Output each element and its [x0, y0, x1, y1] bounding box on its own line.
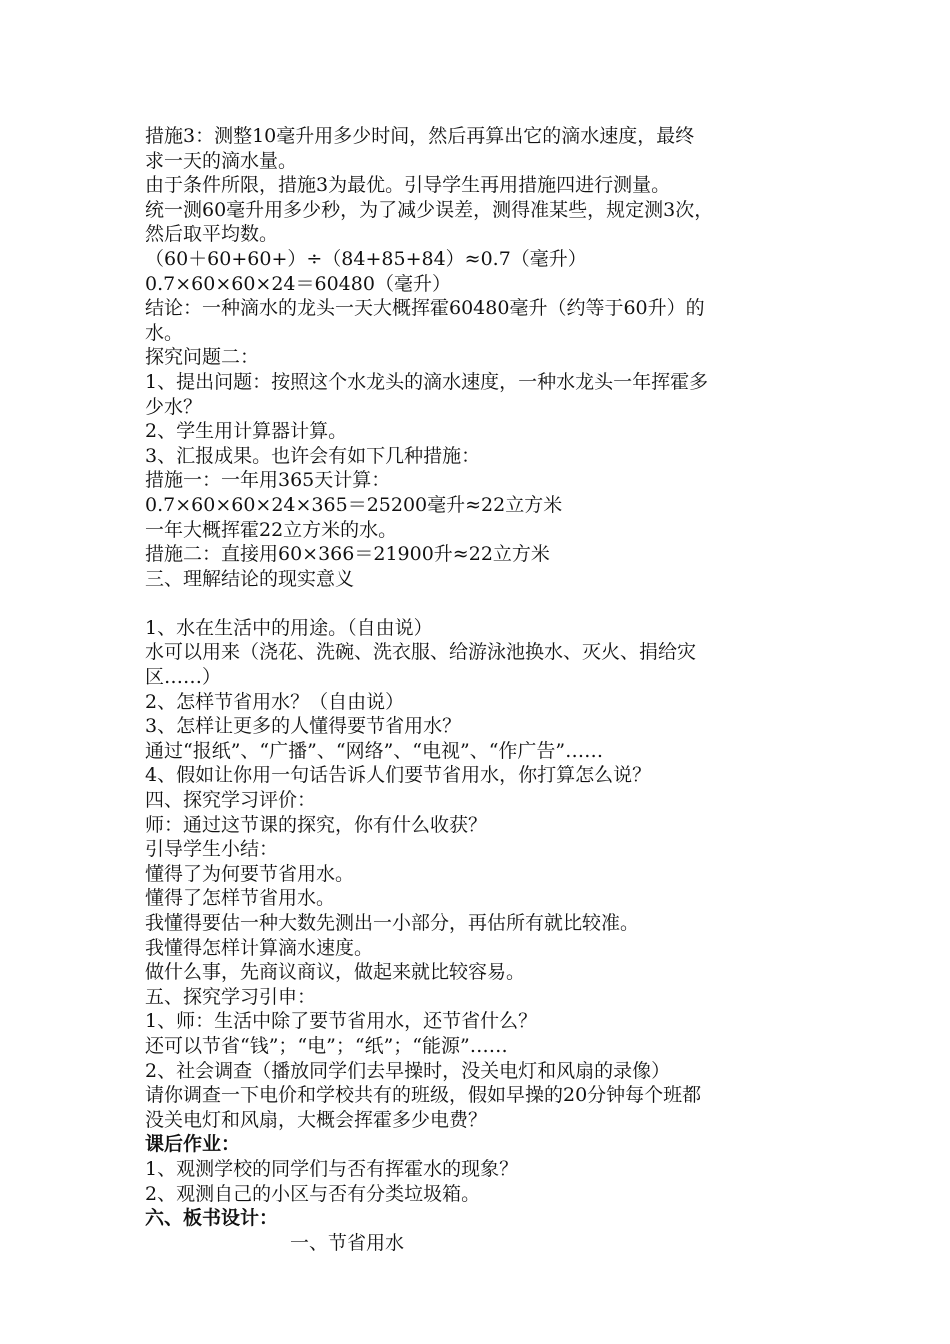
text-line: 2、社会调查（播放同学们去早操时，没关电灯和风扇的录像） — [145, 1059, 671, 1082]
text-line: 探究问题二： — [145, 346, 260, 369]
homework-heading: 课后作业： — [145, 1133, 241, 1156]
text-line: 懂得了为何要节省用水。 — [145, 862, 355, 885]
homework-item-2: 2、观测自己的小区与否有分类垃圾箱。 — [145, 1182, 481, 1205]
text-line: 没关电灯和风扇，大概会挥霍多少电费？ — [145, 1108, 488, 1131]
text-line: 1、提出问题：按照这个水龙头的滴水速度，一种水龙头一年挥霍多 — [145, 370, 709, 393]
board-design-heading: 六、板书设计： — [145, 1207, 279, 1230]
text-line: 我懂得要估一种大数先测出一小部分，再估所有就比较准。 — [145, 912, 640, 934]
text-line: 四、探究学习评价： — [145, 789, 317, 812]
homework-item-1: 1、观测学校的同学们与否有挥霍水的现象？ — [145, 1157, 519, 1180]
text-line: 结论：一种滴水的龙头一天大概挥霍60480毫升（约等于60升）的 — [145, 297, 705, 320]
text-line: 4、假如让你用一句话告诉人们要节省用水，你打算怎么说？ — [145, 764, 652, 787]
blank-line — [145, 591, 825, 616]
text-lines — [145, 124, 825, 1132]
document-body — [145, 124, 825, 1255]
text-line: 懂得了怎样节省用水。 — [145, 887, 336, 910]
text-line: 2、怎样节省用水？（自由说） — [145, 690, 405, 713]
text-line: 由于条件所限，措施3为最优。引导学生再用措施四进行测量。 — [145, 174, 671, 197]
board-design-title: 一、节省用水 — [290, 1231, 405, 1254]
text-line: 三、理解结论的现实意义 — [145, 567, 355, 590]
text-line: 1、师：生活中除了要节省用水，还节省什么？ — [145, 1010, 538, 1033]
text-line: 统一测60毫升用多少秒，为了减少误差，测得准某些，规定测3次， — [145, 198, 714, 221]
text-line: 0.7×60×60×24×365＝25200毫升≈22立方米 — [145, 493, 563, 516]
text-line: 然后取平均数。 — [145, 223, 279, 246]
text-line: 措施3：测整10毫升用多少时间，然后再算出它的滴水速度，最终 — [145, 125, 695, 147]
text-line: 做什么事，先商议商议，做起来就比较容易。 — [145, 961, 526, 984]
text-line: 五、探究学习引申： — [145, 985, 317, 1008]
text-line: （60＋60+60+）÷（84+85+84）≈0.7（毫升） — [145, 247, 587, 270]
text-line: 师：通过这节课的探究，你有什么收获？ — [145, 813, 488, 836]
text-line: 通过“报纸”、“广播”、“网络”、“电视”、“作广告”…… — [145, 739, 604, 762]
text-line: 0.7×60×60×24＝60480（毫升） — [145, 272, 451, 295]
text-line: 1、水在生活中的用途。（自由说） — [145, 616, 433, 639]
text-line: 请你调查一下电价和学校共有的班级，假如早操的20分钟每个班都 — [145, 1084, 702, 1107]
text-line: 求一天的滴水量。 — [145, 149, 298, 172]
text-line: 3、怎样让更多的人懂得要节省用水？ — [145, 715, 462, 738]
text-line: 区……） — [145, 666, 222, 689]
text-line: 一年大概挥霍22立方米的水。 — [145, 518, 398, 541]
text-line: 水。 — [145, 321, 184, 344]
text-line: 2、学生用计算器计算。 — [145, 420, 348, 443]
text-line: 引导学生小结： — [145, 838, 279, 861]
text-line: 我懂得怎样计算滴水速度。 — [145, 936, 374, 959]
text-line: 3、汇报成果。也许会有如下几种措施： — [145, 444, 481, 467]
text-line: 措施一：一年用365天计算： — [145, 469, 391, 492]
text-line: 措施二：直接用60×366＝21900升≈22立方米 — [145, 543, 550, 566]
text-line: 水可以用来（浇花、洗碗、洗衣服、给游泳池换水、灭火、捐给灾 — [145, 641, 697, 664]
text-line: 少水？ — [145, 395, 203, 418]
text-line: 还可以节省“钱”；“电”；“纸”；“能源”…… — [145, 1034, 508, 1057]
